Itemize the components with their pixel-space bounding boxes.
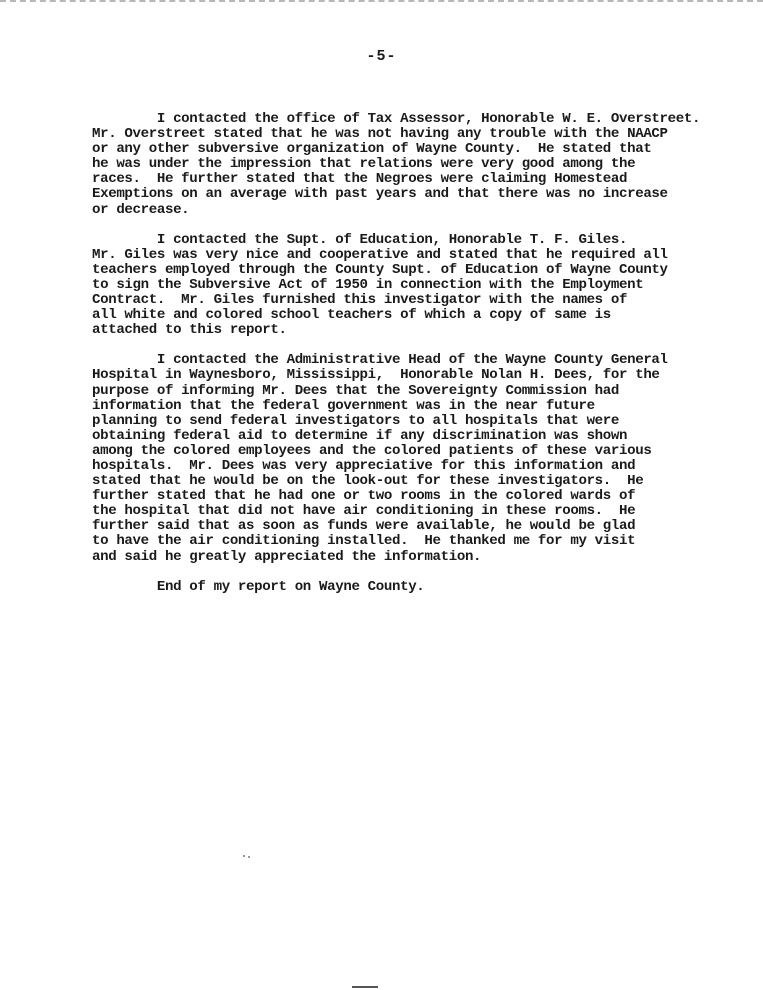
text-line: hospitals. Mr. Dees was very appreciative for this information and (92, 457, 636, 474)
text-line: all white and colored school teachers of which a copy of same is (92, 307, 611, 324)
text-line: purpose of informing Mr. Dees that the Sovereignty Commission had (92, 382, 619, 399)
text-line: I contacted the Administrative Head of the Wayne County General (92, 352, 668, 369)
text-line: planning to send federal investigators to all hospitals that were (92, 412, 619, 429)
text-line: races. He further stated that the Negroes were claiming Homestead (92, 171, 628, 188)
text-line: End of my report on Wayne County. (92, 578, 425, 595)
text-line: to sign the Subversive Act of 1950 in connection with the Employment (92, 276, 644, 293)
text-line: he was under the impression that relations were very good among the (92, 156, 636, 173)
text-line: attached to this report. (92, 322, 287, 339)
text-line: Mr. Overstreet stated that he was not having any trouble with the NAACP (92, 126, 668, 143)
page-number: -5- (366, 48, 397, 65)
text-line: obtaining federal aid to determine if any discrimination was shown (92, 427, 628, 444)
report-body (92, 112, 754, 610)
paragraph-tax-assessor (92, 112, 754, 218)
text-line: or decrease. (92, 201, 190, 218)
text-line: Exemptions on an average with past years and that there was no increase (92, 186, 668, 203)
scan-bottom-mark (352, 986, 378, 988)
text-line: I contacted the Supt. of Education, Honorable T. F. Giles. (92, 231, 628, 248)
text-line: further stated that he had one or two rooms in the colored wards of (92, 488, 636, 505)
text-line: Mr. Giles was very nice and cooperative and stated that he required all (92, 246, 668, 263)
paragraph-closing (92, 580, 754, 595)
text-line: further said that as soon as funds were available, he would be glad (92, 518, 636, 535)
text-line: Contract. Mr. Giles furnished this investigator with the names of (92, 292, 628, 309)
scan-speck (248, 856, 250, 858)
text-line: or any other subversive organization of Wayne County. He stated that (92, 141, 652, 158)
text-line: stated that he would be on the look-out for these investigators. He (92, 473, 644, 490)
text-line: Hospital in Waynesboro, Mississippi, Honorable Nolan H. Dees, for the (92, 367, 660, 384)
text-line: I contacted the office of Tax Assessor, Honorable W. E. Overstreet. (92, 111, 701, 127)
paragraph-hospital (92, 353, 754, 564)
text-line: teachers employed through the County Supt. of Education of Wayne County (92, 261, 668, 278)
text-line: information that the federal government was in the near future (92, 397, 595, 414)
paragraph-education (92, 233, 754, 339)
scan-top-edge (0, 0, 763, 8)
scan-speck (243, 855, 245, 857)
text-line: and said he greatly appreciated the information. (92, 548, 482, 565)
text-line: among the colored employees and the colored patients of these various (92, 442, 652, 459)
text-line: to have the air conditioning installed. He thanked me for my visit (92, 533, 636, 550)
text-line: the hospital that did not have air conditioning in these rooms. He (92, 503, 636, 520)
